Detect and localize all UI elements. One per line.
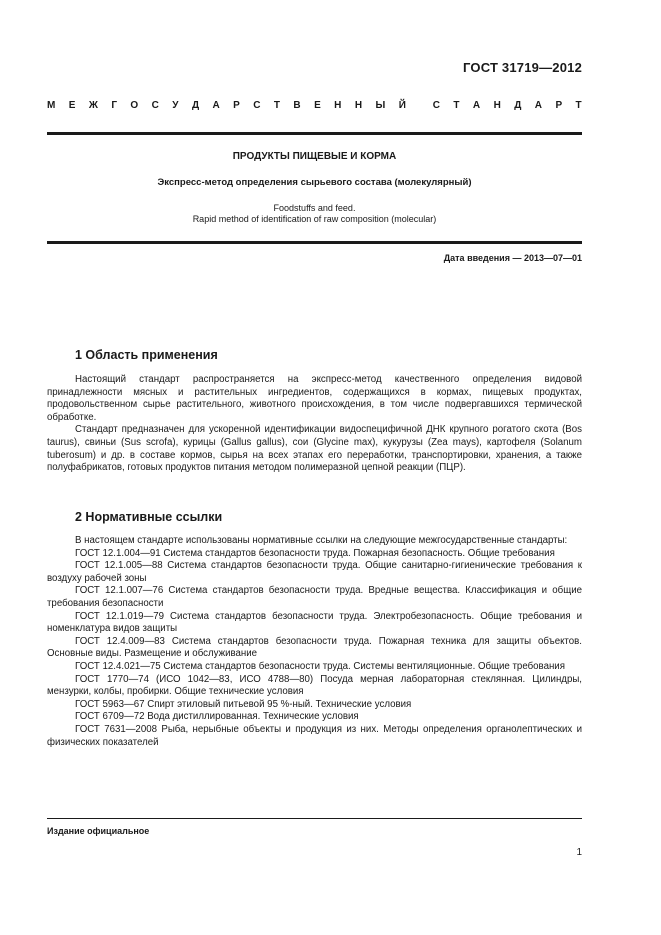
paragraph: В настоящем стандарте использованы нормативные ссылки на следующие межгосударственные стандарты: — [75, 535, 568, 546]
banner-letter: Н — [354, 100, 363, 111]
reference-item: ГОСТ 12.4.009—83 Система стандартов безопасности труда. Пожарная техника для защиты объектов. Основные виды. Размещение и обслуживание — [47, 635, 582, 660]
footer-divider — [47, 818, 582, 819]
interstate-standard-banner — [47, 100, 582, 111]
banner-letter: Т — [453, 100, 460, 111]
banner-letter: Й — [398, 100, 406, 111]
reference-item: ГОСТ 5963—67 Спирт этиловый питьевой 95 %-ный. Технические условия — [75, 698, 412, 710]
banner-letter: Ж — [88, 100, 98, 111]
title-divider — [47, 241, 582, 244]
reference-item: ГОСТ 12.1.005—88 Система стандартов безопасности труда. Общие санитарно-гигиенические требования к воздуху рабочей зоны — [47, 560, 582, 584]
english-title-line: Rapid method of identification of raw composition (molecular) — [192, 214, 437, 224]
reference-item: ГОСТ 12.1.007—76 Система стандартов безопасности труда. Вредные вещества. Классификация и общие требования безопасности — [47, 585, 582, 609]
section-2-heading: 2 Нормативные ссылки — [75, 510, 223, 524]
banner-letter: А — [472, 100, 481, 111]
banner-letter: Д — [514, 100, 522, 111]
standard-code: ГОСТ 31719—2012 — [463, 60, 582, 75]
banner-letter: Ы — [375, 100, 386, 111]
banner-letter: Т — [575, 100, 582, 111]
page-number: 1 — [576, 847, 582, 858]
banner-letter: С — [151, 100, 159, 111]
banner-letter: Г — [111, 100, 117, 111]
section-1-body — [47, 374, 582, 475]
banner-letter: Р — [555, 100, 563, 111]
banner-letter: С — [253, 100, 261, 111]
banner-letter: Р — [233, 100, 240, 111]
banner-letter: Е — [314, 100, 321, 111]
paragraph: Стандарт предназначен для ускоренной идентификации видоспецифичной ДНК крупного рогатого скота (Bos taurus), свиньи (Sus scrofa), курицы (Gallus gallus), сои (Glycine max), кукурузы (Zea mays), картофеля (Solanum tuberosum) и др. в составе кормов, сырья на всех этапах его переработки, транспортировки, хранения, а также полуфабрикатов, готовых продуктов питания методом полимеразной цепной реакции (ПЦР). — [47, 424, 582, 474]
section-1-heading: 1 Область применения — [75, 348, 218, 362]
reference-item: ГОСТ 6709—72 Вода дистиллированная. Технические условия — [75, 711, 359, 723]
reference-item: ГОСТ 12.4.021—75 Система стандартов безопасности труда. Системы вентиляционные. Общие требования — [75, 660, 565, 672]
english-title — [47, 203, 582, 225]
banner-letter: У — [172, 100, 179, 111]
banner-letter: О — [130, 100, 139, 111]
document-title: ПРОДУКТЫ ПИЩЕВЫЕ И КОРМА — [232, 151, 397, 162]
section-2-body — [47, 535, 582, 749]
reference-item: ГОСТ 12.1.004—91 Система стандартов безопасности труда. Пожарная безопасность. Общие требования — [75, 547, 555, 559]
introduction-date: Дата введения — 2013—07—01 — [443, 253, 582, 263]
banner-letter: Т — [273, 100, 280, 111]
document-subtitle: Экспресс-метод определения сырьевого состава (молекулярный) — [157, 177, 472, 188]
banner-letter: А — [212, 100, 220, 111]
banner-letter: Н — [334, 100, 342, 111]
paragraph: Настоящий стандарт распространяется на экспресс-метод качественного определения видовой принадлежности мясных и растительных ингредиентов, содержащихся в кормах, пищевых продуктах, продовольственном сырье растительного, животного происхождения, в том числе подвергавшихся термической обработке. — [47, 374, 582, 423]
banner-letter: В — [293, 100, 301, 111]
banner-letter: Н — [493, 100, 501, 111]
reference-item: ГОСТ 1770—74 (ИСО 1042—83, ИСО 4788—80) Посуда мерная лабораторная стеклянная. Цилиндры, мензурки, колбы, пробирки. Общие технические условия — [47, 673, 582, 698]
official-edition-label: Издание официальное — [47, 826, 150, 836]
english-title-line: Foodstuffs and feed. — [273, 203, 356, 213]
banner-letter: М — [47, 100, 56, 111]
banner-letter: С — [432, 100, 440, 111]
banner-letter: Е — [68, 100, 76, 111]
reference-item: ГОСТ 12.1.019—79 Система стандартов безопасности труда. Электробезопасность. Общие требования и номенклатура видов защиты — [47, 610, 582, 635]
banner-letter: А — [534, 100, 543, 111]
reference-item: ГОСТ 7631—2008 Рыба, нерыбные объекты и продукция из них. Методы определения органолептических и физических показателей — [47, 723, 582, 748]
header-divider — [47, 132, 582, 135]
banner-letter: Д — [191, 100, 200, 111]
